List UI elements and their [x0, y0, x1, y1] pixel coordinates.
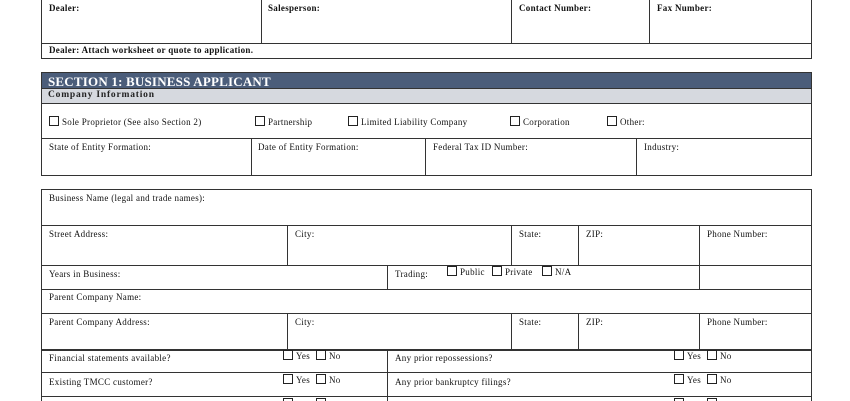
checkbox[interactable] [510, 116, 520, 126]
divider [699, 225, 700, 265]
option-label: N/A [555, 267, 572, 277]
divider [649, 0, 650, 43]
business-name-field[interactable]: Business Name (legal and trade names): [49, 193, 206, 203]
prior-bankruptcy-yes[interactable] [674, 374, 701, 385]
entity-partnership[interactable] [255, 116, 312, 127]
entity-other[interactable] [607, 116, 645, 127]
parent-address-field[interactable]: Parent Company Address: [49, 317, 150, 327]
checkbox[interactable] [492, 266, 502, 276]
trading-na[interactable] [542, 266, 571, 277]
attach-note: Dealer: Attach worksheet or quote to application. [49, 45, 254, 55]
parent-zip-field[interactable]: ZIP: [586, 317, 604, 327]
existing-customer-no[interactable] [316, 374, 341, 385]
financial-statements-no[interactable] [316, 350, 341, 361]
checkbox[interactable] [283, 350, 293, 360]
prior-bankruptcy-no[interactable] [707, 374, 732, 385]
dealer-field[interactable] [49, 3, 80, 13]
divider [511, 225, 512, 265]
checkbox[interactable] [542, 266, 552, 276]
entity-label: Sole Proprietor (See also Section 2) [62, 117, 202, 127]
yes-label: Yes [687, 351, 701, 361]
divider [699, 265, 700, 289]
yes-label: Yes [687, 375, 701, 385]
divider [425, 139, 426, 176]
salesperson-field[interactable] [268, 3, 320, 13]
prior-bankruptcy-question: Any prior bankruptcy filings? [395, 377, 511, 387]
state-formation-field[interactable]: State of Entity Formation: [49, 142, 152, 152]
existing-customer-question: Existing TMCC customer? [49, 377, 153, 387]
divider [287, 313, 288, 350]
financial-statements-yes[interactable] [283, 350, 310, 361]
trading-private[interactable] [492, 266, 533, 277]
divider [387, 350, 388, 401]
checkbox[interactable] [607, 116, 617, 126]
parent-phone-field[interactable]: Phone Number: [707, 317, 768, 327]
divider [578, 313, 579, 350]
no-label: No [720, 351, 732, 361]
section-title: SECTION 1: BUSINESS APPLICANT [41, 72, 812, 89]
no-label: No [720, 375, 732, 385]
checkbox[interactable] [316, 350, 326, 360]
checkbox[interactable] [707, 350, 717, 360]
checkbox[interactable] [447, 266, 457, 276]
divider [511, 313, 512, 350]
existing-customer-yes[interactable] [283, 374, 310, 385]
salesperson-label: Salesperson: [268, 3, 321, 13]
entity-label: Other: [620, 117, 645, 127]
entity-label: Corporation [523, 117, 570, 127]
divider [41, 43, 812, 44]
contact-number-label: Contact Number: [519, 3, 592, 13]
prior-repossessions-no[interactable] [707, 350, 732, 361]
divider [41, 372, 812, 373]
divider [41, 225, 812, 226]
phone-field[interactable]: Phone Number: [707, 229, 768, 239]
parent-state-field[interactable]: State: [519, 317, 542, 327]
divider [387, 265, 388, 289]
checkbox[interactable] [707, 374, 717, 384]
divider [636, 139, 637, 176]
city-field[interactable]: City: [295, 229, 315, 239]
entity-label: Partnership [268, 117, 313, 127]
option-label: Public [460, 267, 485, 277]
divider [699, 313, 700, 350]
divider [287, 225, 288, 265]
business-info-block [41, 189, 812, 401]
federal-tax-id-field[interactable]: Federal Tax ID Number: [433, 142, 529, 152]
checkbox[interactable] [316, 374, 326, 384]
date-formation-field[interactable]: Date of Entity Formation: [258, 142, 359, 152]
trading-public[interactable] [447, 266, 485, 277]
entity-corporation[interactable] [510, 116, 570, 127]
checkbox[interactable] [674, 350, 684, 360]
divider [578, 225, 579, 265]
financial-statements-question: Financial statements available? [49, 353, 171, 363]
checkbox[interactable] [348, 116, 358, 126]
divider [41, 396, 812, 397]
parent-city-field[interactable]: City: [295, 317, 315, 327]
industry-field[interactable]: Industry: [644, 142, 680, 152]
divider [251, 139, 252, 176]
formation-row [41, 139, 812, 176]
prior-repossessions-yes[interactable] [674, 350, 701, 361]
checkbox[interactable] [49, 116, 59, 126]
divider [41, 265, 812, 266]
prior-repossessions-question: Any prior repossessions? [395, 353, 493, 363]
yes-label: Yes [296, 375, 310, 385]
fax-number-label: Fax Number: [657, 3, 713, 13]
yes-label: Yes [296, 351, 310, 361]
zip-field[interactable]: ZIP: [586, 229, 604, 239]
state-field[interactable]: State: [519, 229, 542, 239]
entity-label: Limited Liability Company [361, 117, 468, 127]
no-label: No [329, 375, 341, 385]
parent-company-name-field[interactable]: Parent Company Name: [49, 292, 142, 302]
street-address-field[interactable]: Street Address: [49, 229, 109, 239]
years-in-business-field[interactable]: Years in Business: [49, 269, 121, 279]
divider [511, 0, 512, 43]
checkbox[interactable] [283, 374, 293, 384]
divider [41, 313, 812, 314]
entity-llc[interactable] [348, 116, 468, 127]
option-label: Private [505, 267, 533, 277]
contact-number-field[interactable] [519, 3, 591, 13]
divider [41, 289, 812, 290]
entity-sole-proprietor[interactable] [49, 116, 202, 127]
no-label: No [329, 351, 341, 361]
trading-label: Trading: [395, 269, 429, 279]
fax-number-field[interactable] [657, 3, 712, 13]
section-subtitle: Company Information [41, 89, 812, 103]
dealer-label: Dealer: [49, 3, 80, 13]
checkbox[interactable] [255, 116, 265, 126]
checkbox[interactable] [674, 374, 684, 384]
divider [261, 0, 262, 43]
